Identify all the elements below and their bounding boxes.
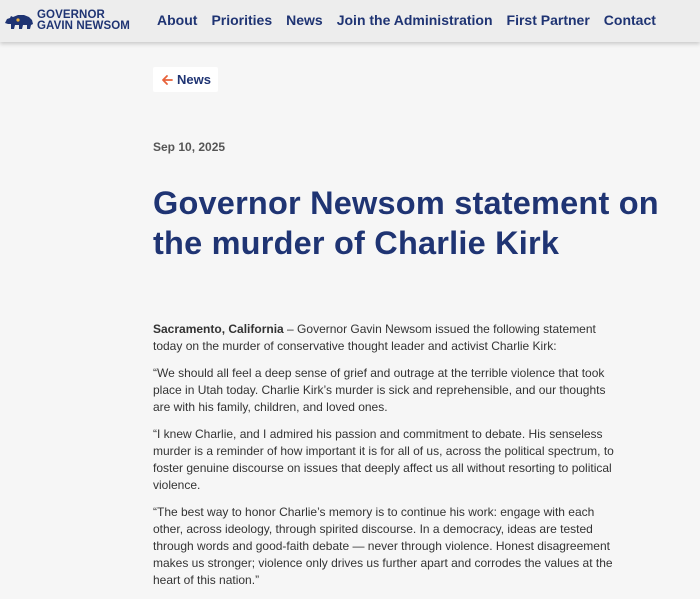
site-logo[interactable]	[4, 8, 130, 34]
arrow-left-icon	[161, 74, 173, 86]
article-title: Governor Newsom statement on the murder of Charlie Kirk	[153, 185, 659, 261]
nav-news[interactable]: News	[286, 12, 323, 28]
nav-contact[interactable]: Contact	[603, 12, 656, 28]
back-to-news-link[interactable]	[153, 67, 218, 92]
bear-icon	[4, 12, 34, 30]
main-nav	[157, 10, 670, 30]
nav-about[interactable]: About	[157, 12, 198, 28]
article-body	[153, 321, 615, 599]
article-paragraph: “We should all feel a deep sense of grief and outrage at the terrible violence that took place in Utah today. Charlie Kirk’s murder is sick and reprehensible, and our thoughts are with his family, children, and loved ones.	[153, 366, 606, 414]
back-link-label: News	[177, 72, 211, 87]
nav-join-administration[interactable]: Join the Administration	[336, 12, 493, 28]
intro-text: – Governor Gavin Newsom issued the following statement today on the murder of conservative thought leader and activist Charlie Kirk:	[153, 322, 596, 353]
article-paragraph: “The best way to honor Charlie’s memory is to continue his work: engage with each other, across ideology, through spirited discourse. In a democracy, ideas are tested through words and good-faith debate — never through violence. Honest disagreement makes us stronger; violence only drives us further apart and corrodes the values at the heart of this nation.”	[153, 505, 613, 587]
logo-text	[37, 10, 130, 32]
dateline-location: Sacramento, California	[153, 322, 284, 336]
logo-line-governor: GOVERNOR	[37, 9, 105, 21]
logo-line-name: GAVIN NEWSOM	[37, 20, 130, 32]
nav-priorities[interactable]: Priorities	[211, 12, 273, 28]
nav-first-partner[interactable]: First Partner	[506, 12, 590, 28]
site-header	[0, 0, 700, 42]
article-intro	[153, 321, 615, 355]
article-date: Sep 10, 2025	[153, 140, 226, 154]
article-paragraph: “I knew Charlie, and I admired his passion and commitment to debate. His senseless murder is a reminder of how important it is for all of us, across the political spectrum, to foster genuine discourse on issues that deeply affect us all without resorting to political violence.	[153, 427, 614, 492]
